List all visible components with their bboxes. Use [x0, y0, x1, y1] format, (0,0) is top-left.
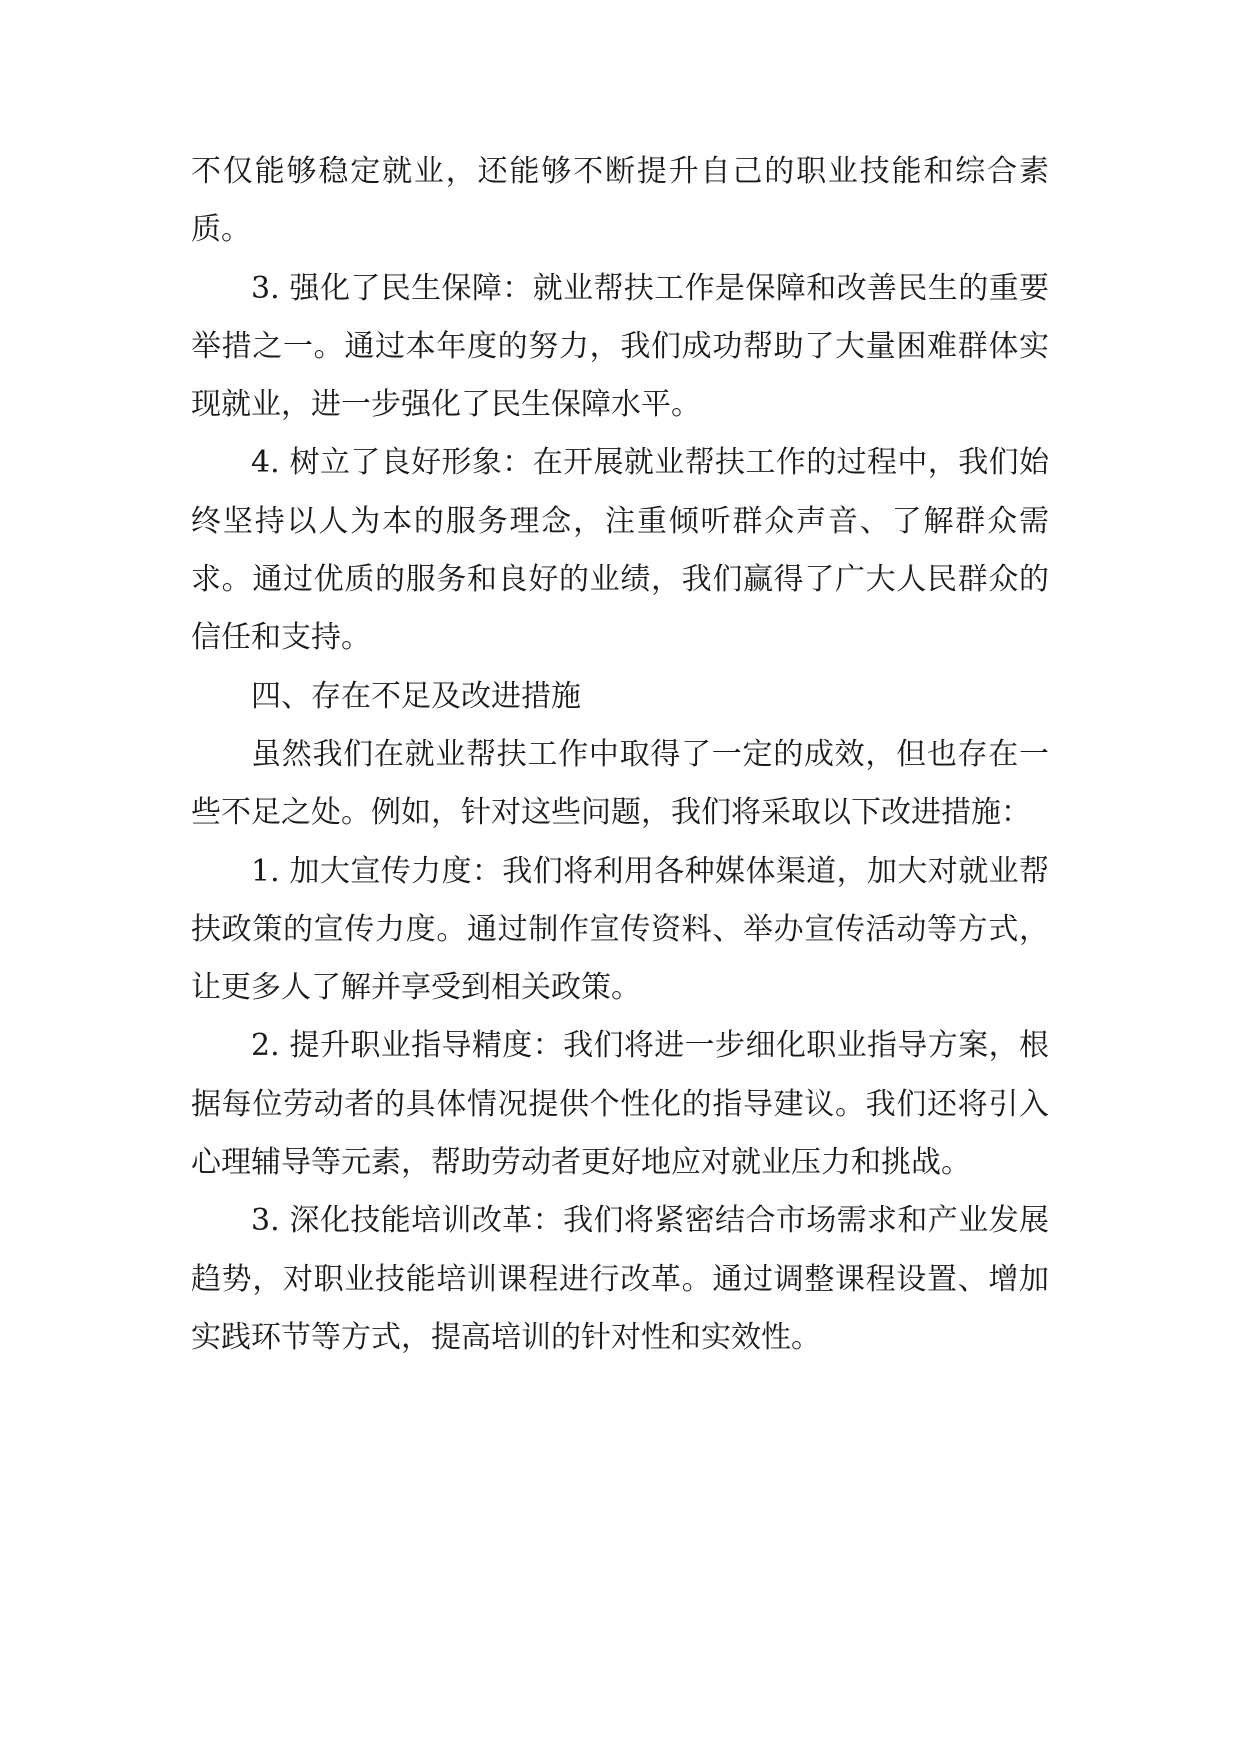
document-body: [191, 143, 1049, 1367]
paragraph-continuation: 不仅能够稳定就业，还能够不断提升自己的职业技能和综合素质。: [191, 154, 1049, 248]
section-heading: 四、存在不足及改进措施: [251, 678, 581, 714]
paragraph-intro: 虽然我们在就业帮扶工作中取得了一定的成效，但也存在一些不足之处。例如，针对这些问题，我们将采取以下改进措施：: [191, 736, 1049, 831]
paragraph-measure-3: 3. 深化技能培训改革：我们将紧密结合市场需求和产业发展趋势，对职业技能培训课程进行改革。通过调整课程设置、增加实践环节等方式，提高培训的针对性和实效性。: [191, 1203, 1049, 1355]
paragraph-measure-1: 1. 加大宣传力度：我们将利用各种媒体渠道，加大对就业帮扶政策的宣传力度。通过制作宣传资料、举办宣传活动等方式，让更多人了解并享受到相关政策。: [191, 853, 1049, 1006]
paragraph-measure-2: 2. 提升职业指导精度：我们将进一步细化职业指导方案，根据每位劳动者的具体情况提供个性化的指导建议。我们还将引入心理辅导等元素，帮助劳动者更好地应对就业压力和挑战。: [191, 1028, 1049, 1181]
paragraph-item-4-image: 4. 树立了良好形象：在开展就业帮扶工作的过程中，我们始终坚持以人为本的服务理念，注重倾听群众声音、了解群众需求。通过优质的服务和良好的业绩，我们赢得了广大人民群众的信任和支持。: [191, 445, 1049, 656]
paragraph-item-3-livelihood: 3. 强化了民生保障：就业帮扶工作是保障和改善民生的重要举措之一。通过本年度的努力，我们成功帮助了大量困难群体实现就业，进一步强化了民生保障水平。: [191, 270, 1049, 423]
